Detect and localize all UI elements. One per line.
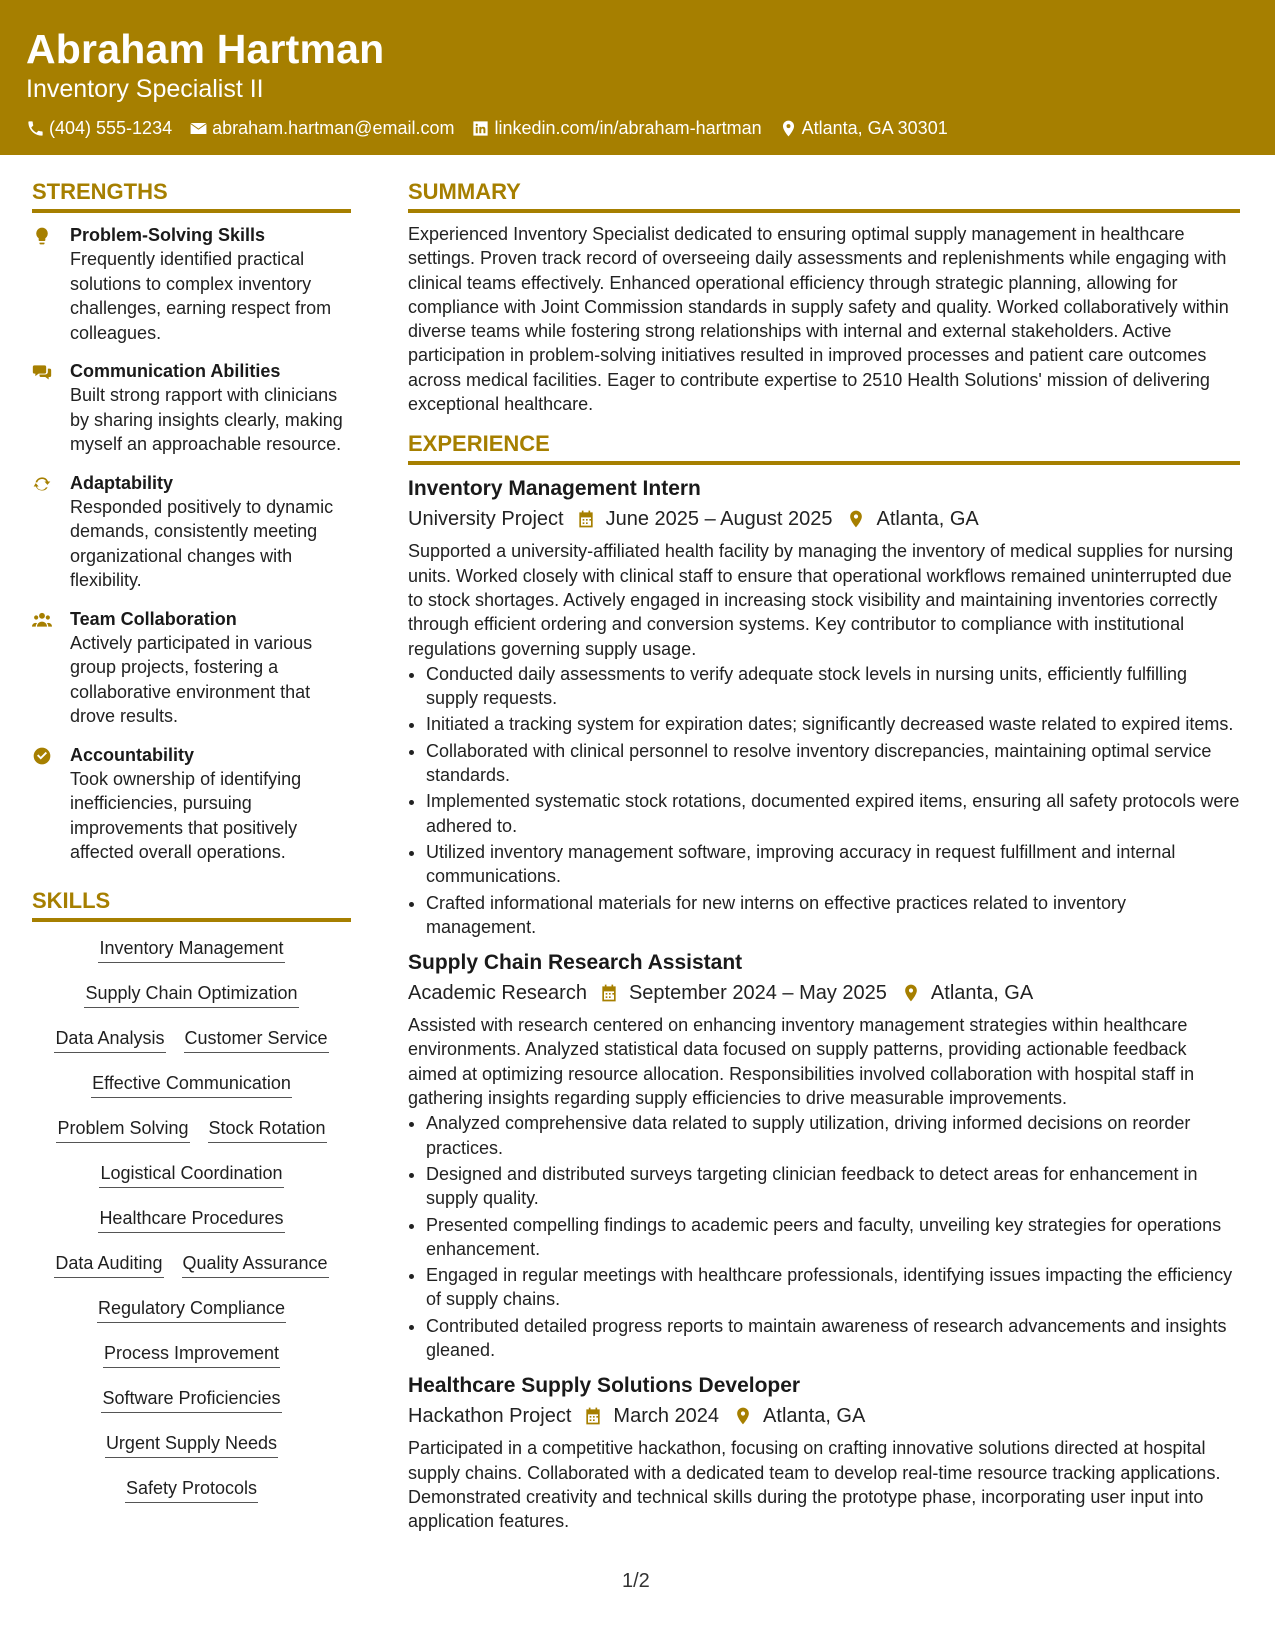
job-location: Atlanta, GA [876,508,979,531]
jobs-list [408,475,1240,1533]
strength-icon-wrap [32,359,70,457]
strength-item [32,359,351,457]
job-description: Participated in a competitive hackathon, focusing on crafting innovative solutions directed at hospital supply chains. Collaborated with a dedicated team to develop real-time resource tracking applications. Demonstrated creativity and technical skills during the prototype phase, incorporating user input into application features. [408,1438,1221,1532]
envelope-icon [189,119,208,138]
job-dates: September 2024 – May 2025 [628,982,887,1005]
strength-desc: Responded positively to dynamic demands, consistently meeting organizational changes with flexibility. [70,496,334,590]
skill-row [99,1161,283,1206]
bullet-item: • Presented compelling findings to academic peers and faculty, unveiling key strategies for operations enhancement. [426,1213,1240,1262]
job-entry [408,475,1240,939]
bullet-item: • Initiated a tracking system for expiration dates; significantly decreased waste related to expired items. [426,712,1240,736]
skill-tag: Data Analysis [54,1026,165,1053]
map-marker-icon [901,983,921,1003]
bullet-item: • Collaborated with clinical personnel to resolve inventory discrepancies, maintaining optimal service standards. [426,739,1240,788]
strength-body [70,471,351,593]
skill-row [56,1116,326,1161]
skill-tag: Customer Service [184,1026,329,1053]
skill-tag: Stock Rotation [208,1116,327,1143]
strength-body [70,359,351,457]
bullet-item: • Crafted informational materials for new interns on effective practices related to inventory management. [426,891,1240,940]
calendar-icon [583,1406,603,1426]
skills-section [32,887,351,1521]
job-bullets [408,662,1240,939]
summary-heading: SUMMARY [408,178,1240,213]
calendar-icon [599,983,619,1003]
strength-desc: Built strong rapport with clinicians by sharing insights clearly, making myself an approachable resource. [70,385,343,454]
strength-icon-wrap [32,471,70,593]
strength-title: Problem-Solving Skills [70,225,266,245]
skill-row [103,1341,280,1386]
skill-row [125,1476,258,1521]
summary-text: Experienced Inventory Specialist dedicated to ensuring optimal supply management in healthcare settings. Proven track record of overseeing daily assessments and replenishments while engaging with clinical teams effectively. Enhanced operational efficiency through strategic planning, allowing for compliance with Joint Commission standards in supply safety and quality. Worked collaboratively within diverse teams while fostering strong relationships with internal and external stakeholders. Active participation in problem-solving initiatives resulted in improved processes and patient care outcomes across medical facilities. Eager to contribute expertise to 2510 Health Solutions' mission of delivering exceptional healthcare. [408,224,1229,415]
sync-icon [32,474,52,494]
job-dates: June 2025 – August 2025 [605,508,833,531]
map-marker-icon [846,509,866,529]
skill-row [54,1251,328,1296]
job-role: Healthcare Supply Solutions Developer [408,1374,801,1398]
linkedin-link[interactable]: linkedin.com/in/abraham-hartman [494,118,762,138]
phone-text: (404) 555-1234 [49,118,173,138]
skill-tag: Problem Solving [56,1116,189,1143]
contact-linkedin[interactable] [471,116,761,140]
job-entry [408,1372,1240,1533]
strength-desc: Frequently identified practical solutions to complex inventory challenges, earning respect from colleagues. [70,249,332,343]
job-role: Inventory Management Intern [408,477,701,501]
skill-tag: Logistical Coordination [99,1161,283,1188]
strengths-heading: STRENGTHS [32,178,351,213]
strength-icon-wrap [32,743,70,865]
email-link[interactable]: abraham.hartman@email.com [212,118,455,138]
skill-row [101,1386,281,1431]
users-icon [32,610,52,630]
location-text: Atlanta, GA 30301 [801,118,948,138]
job-bullets [408,1111,1240,1362]
skill-row [84,981,298,1026]
bullet-item: • Contributed detailed progress reports to maintain awareness of research advancements and insights gleaned. [426,1314,1240,1363]
skills-list [32,936,351,1521]
page-number: 1/2 [622,1570,650,1592]
skill-tag: Supply Chain Optimization [84,981,298,1008]
left-column [32,178,351,1521]
contact-email[interactable] [189,116,454,140]
strength-icon-wrap [32,223,70,345]
contact-bar [26,116,1249,140]
strength-item [32,743,351,865]
experience-heading: EXPERIENCE [408,430,1240,465]
job-description: Assisted with research centered on enhancing inventory management strategies within healthcare environments. Analyzed statistical data focused on supply patterns, providing actionable feedback aimed at optimizing resource allocation. Responsibilities involved collaboration with hospital staff in gathering insights regarding supply efficiencies to drive measurable improvements. [408,1015,1195,1109]
bullet-item: • Implemented systematic stock rotations, documented expired items, ensuring all safety protocols were adhered to. [426,789,1240,838]
linkedin-icon [471,119,490,138]
strength-icon-wrap [32,607,70,729]
strength-body [70,607,351,729]
right-column [408,178,1240,1543]
skill-tag: Data Auditing [54,1251,163,1278]
skill-row [98,936,284,981]
skill-tag: Urgent Supply Needs [105,1431,278,1458]
skill-tag: Effective Communication [91,1071,292,1098]
candidate-title: Inventory Specialist II [26,75,264,103]
job-org: University Project [408,508,564,531]
job-meta [408,505,1240,533]
bullet-item: • Analyzed comprehensive data related to supply utilization, driving informed decisions on reorder practices. [426,1111,1240,1160]
strength-title: Team Collaboration [70,608,237,629]
skill-tag: Safety Protocols [125,1476,258,1503]
job-location: Atlanta, GA [763,1405,866,1428]
strength-body [70,743,351,865]
strength-desc: Took ownership of identifying inefficiencies, pursuing improvements that positively affected overall operations. [70,768,302,862]
bullet-item: • Engaged in regular meetings with healthcare professionals, identifying issues impacting the efficiency of supply chains. [426,1263,1240,1312]
skill-tag: Quality Assurance [182,1251,329,1278]
strengths-list [32,223,351,865]
contact-phone [26,116,172,140]
job-org: Academic Research [408,982,587,1005]
job-org: Hackathon Project [408,1405,572,1428]
strength-title: Communication Abilities [70,361,281,381]
comments-icon [32,362,52,382]
resume-header [0,0,1275,155]
experience-section [408,430,1240,1533]
skill-row [54,1026,328,1071]
check-circle-icon [32,746,52,766]
job-meta [408,1402,1240,1430]
bullet-item: • Conducted daily assessments to verify adequate stock levels in nursing units, efficiently fulfilling supply requests. [426,662,1240,711]
job-role: Supply Chain Research Assistant [408,951,743,975]
bullet-item: • Utilized inventory management software, improving accuracy in request fulfillment and internal communications. [426,840,1240,889]
skill-tag: Software Proficiencies [101,1386,281,1413]
skill-row [98,1206,284,1251]
phone-icon [26,119,45,138]
job-entry [408,949,1240,1362]
job-dates: March 2024 [613,1405,720,1428]
bullet-item: • Designed and distributed surveys targeting clinician feedback to detect areas for enhancement in supply quality. [426,1162,1240,1211]
strength-item [32,607,351,729]
strength-body [70,223,351,345]
skill-tag: Regulatory Compliance [97,1296,286,1323]
calendar-icon [576,509,596,529]
strength-title: Adaptability [70,472,174,493]
skills-heading: SKILLS [32,887,351,922]
lightbulb-icon [32,226,52,246]
strength-item [32,471,351,593]
strength-title: Accountability [70,744,195,765]
job-location: Atlanta, GA [930,982,1034,1005]
skill-row [97,1296,286,1341]
candidate-name: Abraham Hartman [26,26,385,72]
contact-location [779,116,948,140]
map-marker-icon [733,1406,753,1426]
skill-tag: Healthcare Procedures [98,1206,284,1233]
skill-row [91,1071,292,1116]
strength-item [32,223,351,345]
job-description: Supported a university-affiliated health facility by managing the inventory of medical supplies for nursing units. Worked closely with clinical staff to ensure that operational workflows remained uninterrupted due to stock shortages. Actively engaged in increasing stock visibility and maintaining inventories correctly through efficient ordering and conversion systems. Key contributor to compliance with institutional regulations governing supply usage. [408,541,1234,659]
job-meta [408,979,1240,1007]
skill-row [105,1431,278,1476]
map-marker-icon [779,119,798,138]
skill-tag: Process Improvement [103,1341,280,1368]
strength-desc: Actively participated in various group projects, fostering a collaborative environment that drove results. [70,632,313,726]
skill-tag: Inventory Management [98,936,284,963]
